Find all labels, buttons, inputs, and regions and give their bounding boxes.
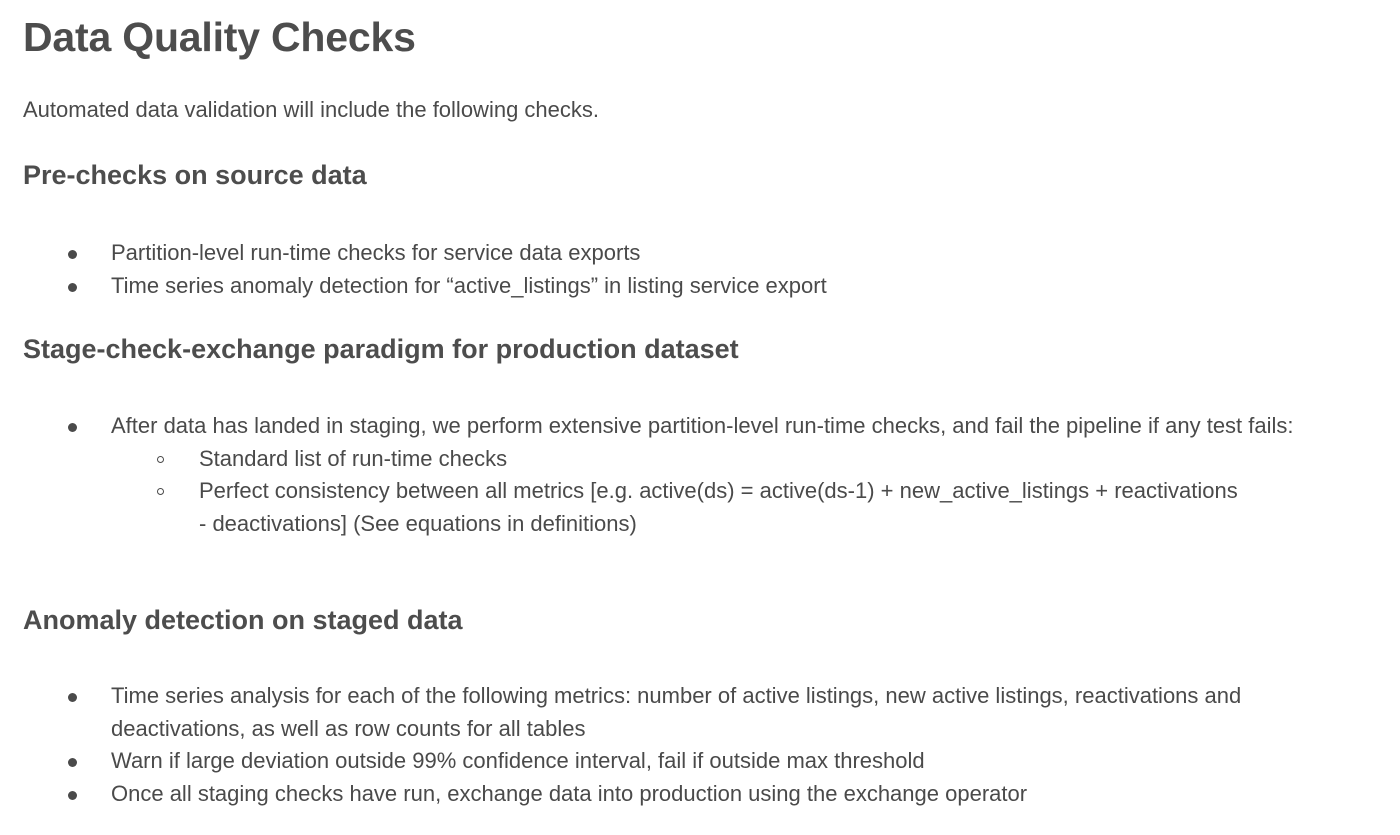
list-item <box>0 410 1345 540</box>
sub-list-item-text: Perfect consistency between all metrics [e.g. active(ds) = active(ds-1) + new_active_listings + reactivations - deactivations] (See equations in definitions) <box>199 478 1238 536</box>
bullet-icon <box>68 283 77 292</box>
hollow-bullet-icon <box>157 488 164 495</box>
sub-list-item <box>0 443 1251 476</box>
list-item <box>0 270 1380 303</box>
intro-paragraph: Automated data validation will include the following checks. <box>23 97 599 122</box>
page-title: Data Quality Checks <box>23 14 416 60</box>
list-item <box>0 745 1345 778</box>
sub-list-item-text: Standard list of run-time checks <box>199 445 508 471</box>
pre-checks-list <box>0 237 1380 302</box>
anomaly-detection-list <box>0 680 1345 810</box>
sub-list-item <box>0 475 1251 540</box>
list-item <box>0 778 1345 811</box>
stage-check-exchange-list <box>0 410 1345 540</box>
bullet-icon <box>68 250 77 259</box>
list-item-text: Time series analysis for each of the following metrics: number of active listings, new active listings, reactivations and deactivations, as well as row counts for all tables <box>111 683 1242 741</box>
sub-list <box>111 443 1251 541</box>
section-heading-stage-check-exchange: Stage-check-exchange paradigm for production dataset <box>23 334 739 364</box>
section-heading-anomaly-detection: Anomaly detection on staged data <box>23 605 463 635</box>
list-item-text: Partition-level run-time checks for service data exports <box>111 240 641 265</box>
bullet-icon <box>68 758 77 767</box>
list-item-text: Time series anomaly detection for “active_listings” in listing service export <box>111 272 827 298</box>
list-item-text: Once all staging checks have run, exchange data into production using the exchange operator <box>111 780 1028 806</box>
list-item <box>0 680 1345 745</box>
list-item <box>0 237 1380 270</box>
list-item-text: Warn if large deviation outside 99% confidence interval, fail if outside max threshold <box>111 748 925 773</box>
bullet-icon <box>68 791 77 800</box>
bullet-icon <box>68 693 77 702</box>
hollow-bullet-icon <box>157 456 164 463</box>
list-item-text: After data has landed in staging, we perform extensive partition-level run-time checks, and fail the pipeline if any test fails: <box>111 413 1294 438</box>
bullet-icon <box>68 423 77 432</box>
section-heading-pre-checks: Pre-checks on source data <box>23 160 367 190</box>
